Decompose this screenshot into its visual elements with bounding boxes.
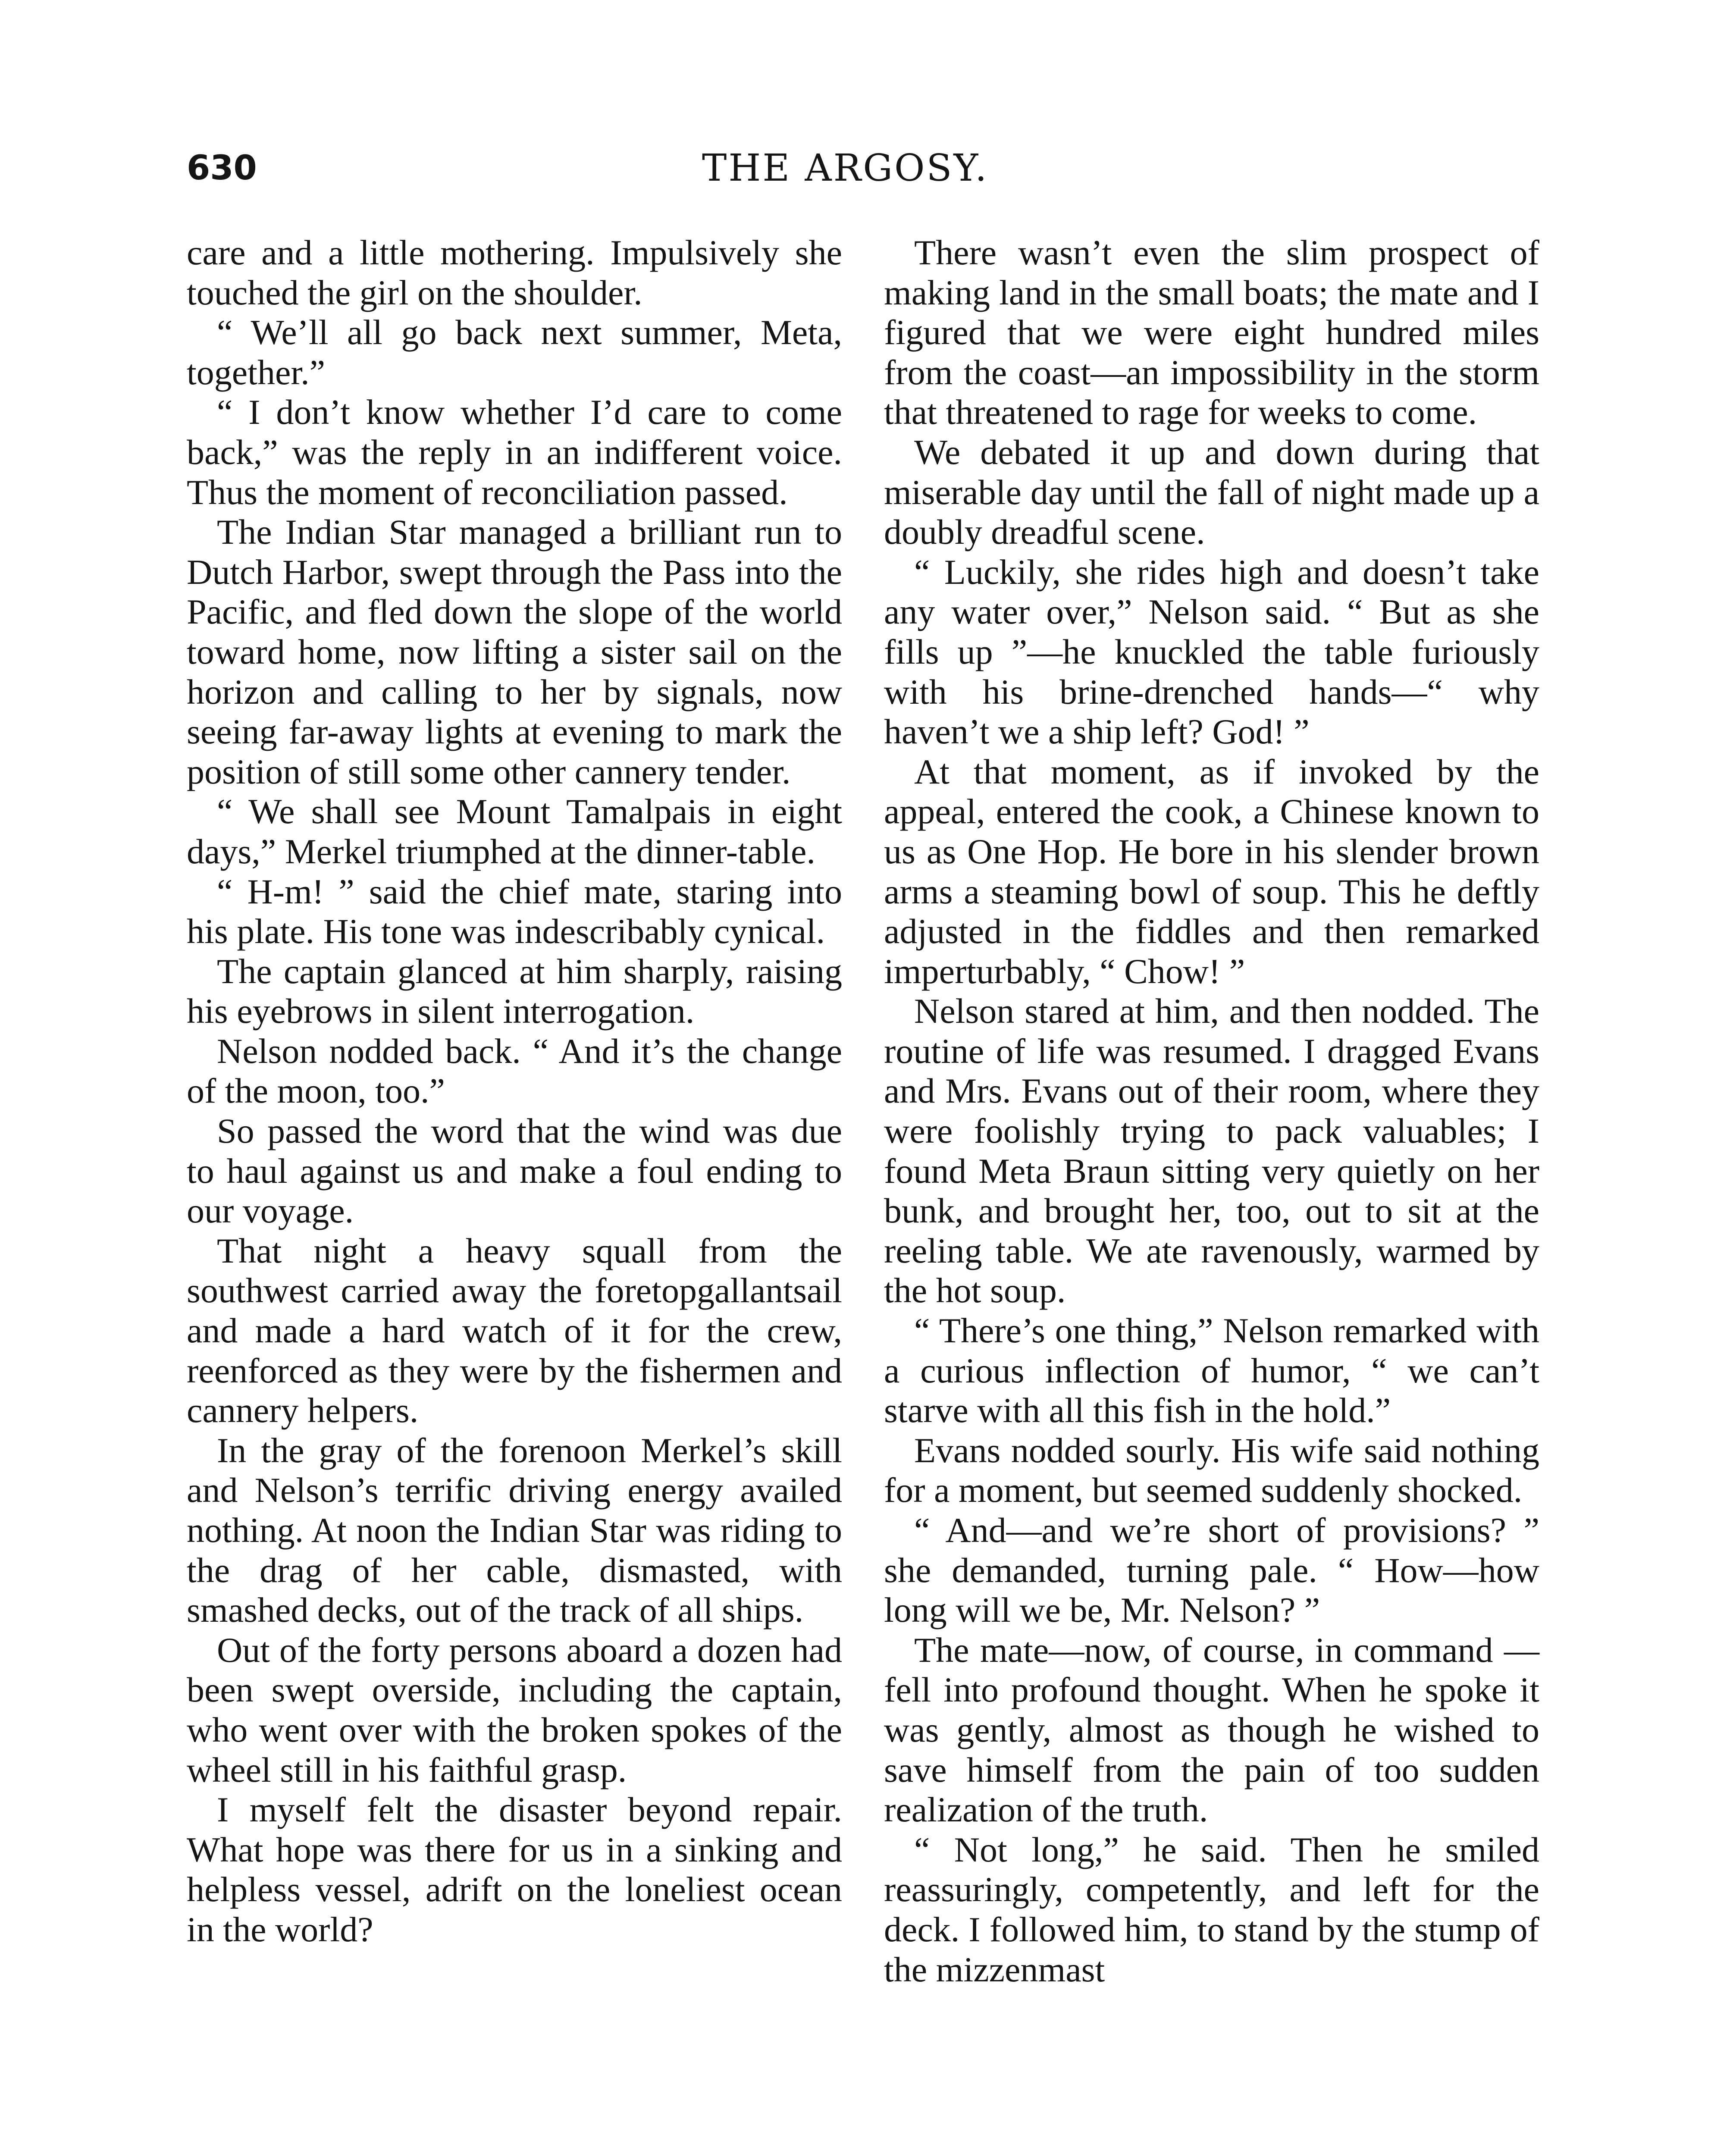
paragraph: “ Not long,” he said. Then he smiled reassuringly, competently, and left for the deck. I followed him, to stand by the stump of the mizzenmast — [884, 1830, 1539, 1989]
page-header — [187, 142, 1540, 194]
paragraph: The captain glanced at him sharply, raising his eyebrows in silent interrogation. — [187, 951, 842, 1031]
paragraph: Evans nodded sourly. His wife said nothing for a moment, but seemed suddenly shocked. — [884, 1430, 1539, 1510]
paragraph: At that moment, as if invoked by the appeal, entered the cook, a Chinese known to us as One Hop. He bore in his slender brown arms a steaming bowl of soup. This he deftly adjusted in the fiddles and then remarked imperturbably, “ Chow! ” — [884, 752, 1539, 991]
paragraph: “ We’ll all go back next summer, Meta, together.” — [187, 313, 842, 392]
paragraph: “ Luckily, she rides high and doesn’t take any water over,” Nelson said. “ But as she fills up ”—he knuckled the table furiously with his brine-drenched hands—“ why haven’t we a ship left? God! ” — [884, 552, 1539, 752]
paragraph: care and a little mothering. Impulsively she touched the girl on the shoulder. — [187, 233, 842, 312]
paragraph: “ H-m! ” said the chief mate, staring into his plate. His tone was indescribably cynical. — [187, 871, 842, 951]
paragraph: “ I don’t know whether I’d care to come back,” was the reply in an indifferent voice. Thus the moment of reconciliation passed. — [187, 392, 842, 512]
paragraph: There wasn’t even the slim prospect of making land in the small boats; the mate and I figured that we were eight hundred miles from the coast—an impossibility in the storm that threatened to rage for weeks to come. — [884, 233, 1539, 432]
paragraph: The mate—now, of course, in command — fell into profound thought. When he spoke it was gently, almost as though he wished to save himself from the pain of too sudden realization of the truth. — [884, 1630, 1539, 1830]
running-head: THE ARGOSY. — [702, 147, 989, 190]
right-column — [884, 233, 1539, 1990]
left-column — [187, 233, 842, 1950]
paragraph: Out of the forty persons aboard a dozen had been swept overside, including the captain, who went over with the broken spokes of the wheel still in his faithful grasp. — [187, 1630, 842, 1789]
paragraph: So passed the word that the wind was due to haul against us and make a foul ending to our voyage. — [187, 1111, 842, 1231]
paragraph: Nelson nodded back. “ And it’s the change of the moon, too.” — [187, 1031, 842, 1111]
paragraph: “ There’s one thing,” Nelson remarked with a curious inflection of humor, “ we can’t starve with all this fish in the hold.” — [884, 1311, 1539, 1430]
paragraph: In the gray of the forenoon Merkel’s skill and Nelson’s terrific driving energy availed nothing. At noon the Indian Star was riding to the drag of her cable, dismasted, with smashed decks, out of the track of all ships. — [187, 1430, 842, 1630]
paragraph: I myself felt the disaster beyond repair. What hope was there for us in a sinking and helpless vessel, adrift on the loneliest ocean in the world? — [187, 1790, 842, 1949]
paragraph: The Indian Star managed a brilliant run to Dutch Harbor, swept through the Pass into the Pacific, and fled down the slope of the world toward home, now lifting a sister sail on the horizon and calling to her by signals, now seeing far-away lights at evening to mark the position of still some other cannery tender. — [187, 512, 842, 791]
paragraph: Nelson stared at him, and then nodded. The routine of life was resumed. I dragged Evans and Mrs. Evans out of their room, where they were foolishly trying to pack valuables; I found Meta Braun sitting very quietly on her bunk, and brought her, too, out to sit at the reeling table. We ate ravenously, warmed by the hot soup. — [884, 991, 1539, 1310]
paragraph: “ We shall see Mount Tamalpais in eight days,” Merkel triumphed at the dinner-table. — [187, 792, 842, 871]
paragraph: “ And—and we’re short of provisions? ” she demanded, turning pale. “ How—how long will we be, Mr. Nelson? ” — [884, 1510, 1539, 1630]
page-number: 630 — [187, 149, 257, 188]
paragraph: We debated it up and down during that miserable day until the fall of night made up a doubly dreadful scene. — [884, 432, 1539, 552]
paragraph: That night a heavy squall from the southwest carried away the foretopgallantsail and made a hard watch of it for the crew, reenforced as they were by the fishermen and cannery helpers. — [187, 1231, 842, 1430]
